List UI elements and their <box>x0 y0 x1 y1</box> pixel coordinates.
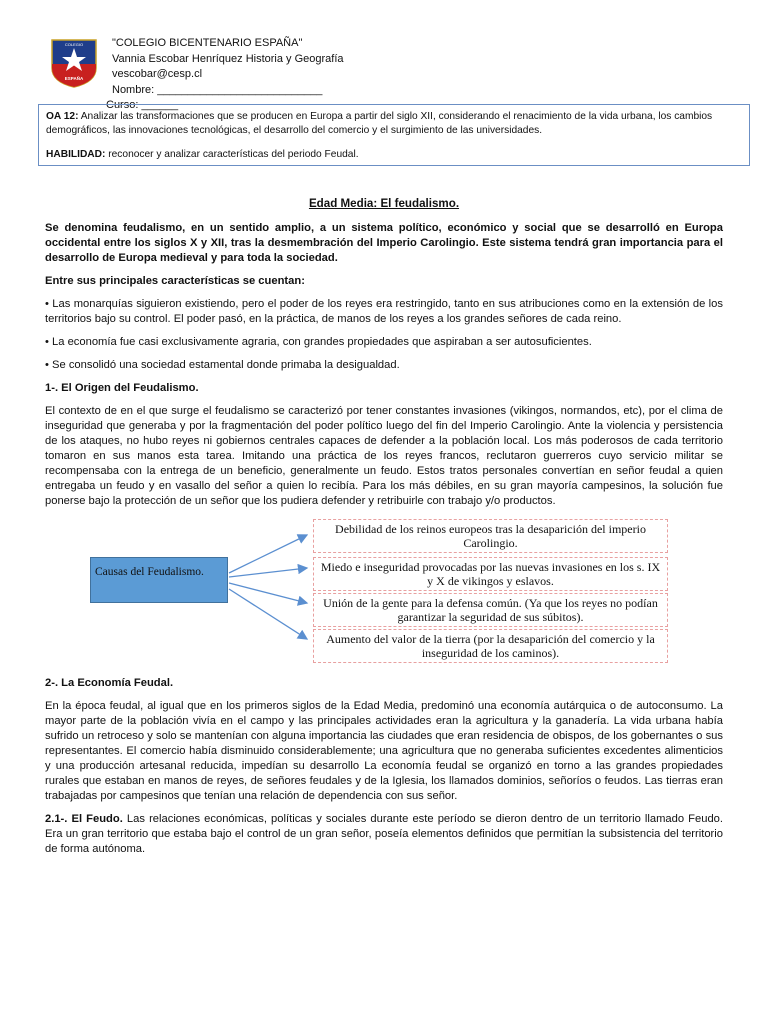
cause-box: Debilidad de los reinos europeos tras la desaparición del imperio Carolingio. <box>313 519 668 553</box>
skill-objective <box>46 148 742 162</box>
causes-diagram <box>45 513 723 668</box>
feature-item: • Las monarquías siguieron existiendo, pero el poder de los reyes era restringido, tanto en sus atribuciones como en la extensión de los territorios bajo su control. El poder pasó, en la práctica, de manos de los reyes a los grandes señores de cada reino. <box>45 298 723 325</box>
section2-text: En la época feudal, al igual que en los primeros siglos de la Edad Media, predominó una economía autárquica o de autoconsumo. La mayor parte de la población vivía en el campo y las principales actividades eran la agricultura y la ganadería. La vida urbana había sufrido un retroceso y solo se mantenían con alguna importancia las ciudades que eran residencia de obispos, de los gobernantes o sus representantes. El comercio había disminuido considerablemente; una agricultura que no generaba suficientes excedentes alimenticios y una producción artesanal reducida, impedían su desarrollo La economía feudal se organizó en torno a las grandes propiedades rurales que estaban en manos de reyes, de señores feudales y de la Iglesia, los llamados dominios, señoríos o feudos. Las tierras eran trabajadas por campesinos que tenían una relación de dependencia con sus señor. <box>45 700 723 802</box>
school-name: "COLEGIO BICENTENARIO ESPAÑA" <box>112 37 303 49</box>
student-name-field: Nombre: ___________________________ <box>112 83 323 96</box>
section21-paragraph <box>45 812 723 857</box>
document-title: Edad Media: El feudalismo. <box>308 197 460 210</box>
feature-item: • La economía fue casi exclusivamente agraria, con grandes propiedades que aspiraban a ser autosuficientes. <box>45 336 592 348</box>
objective-box <box>38 104 750 166</box>
section2-heading: 2-. La Economía Feudal. <box>45 677 174 689</box>
section1-heading: 1-. El Origen del Feudalismo. <box>45 382 199 394</box>
logo-text-top: COLEGIO <box>64 42 84 47</box>
cause-box: Aumento del valor de la tierra (por la desaparición del comercio y la inseguridad de los caminos). <box>313 629 668 663</box>
feature-item: • Se consolidó una sociedad estamental donde primaba la desigualdad. <box>45 359 400 371</box>
oa-objective <box>46 110 742 138</box>
course-field: Curso: ______ <box>106 99 179 111</box>
section21-text: Las relaciones económicas, políticas y sociales durante este período se dieron dentro de un territorio llamado Feudo. Era un gran territorio que estaba bajo el control de un gran señor, poseía elementos definidos que permitían la subsistencia del territorio de forma autónoma. <box>45 813 723 855</box>
features-heading: Entre sus principales características se cuentan: <box>45 275 305 287</box>
teacher-name: Vannia Escobar Henríquez Historia y Geografía <box>112 52 344 65</box>
skill-label: HABILIDAD: <box>46 149 106 160</box>
logo-text-bottom: ESPAÑA <box>64 76 84 81</box>
causes-center-box: Causas del Feudalismo. <box>90 557 228 603</box>
intro-paragraph: Se denomina feudalismo, en un sentido amplio, a un sistema político, económico y social que se desarrolló en Europa occidental entre los siglos X y XII, tras la desmembración del Imperio Carolingio. Este sistema tendrá gran importancia para el desarrollo de Europa medieval y para toda la sociedad. <box>45 222 723 264</box>
oa-text: Analizar las transformaciones que se producen en Europa a partir del siglo XII, considerando el renacimiento de la vida urbana, los cambios demográficos, las innovaciones tecnológicas, el desarrollo del comercio y el surgimiento de las universidades. <box>46 111 713 136</box>
section1-text: El contexto de en el que surge el feudalismo se caracterizó por tener constantes invasiones (vikingos, normandos, etc), por el clima de inseguridad que generaba y por la fragmentación del poder político luego del fin del Imperio Carolingio. Ante la violencia y persistencia de los ataques, no hubo reyes ni gobiernos centrales capaces de defender a la población local. Los más poderosos de cada territorio tomaron en sus manos esta tarea. Imitando una práctica de los reyes francos, reclutaron guerreros cuyo servicio militar se recompensaba con la entrega de un beneficio, generalmente un feudo. Estos tratos personales convertían en señor feudal a quien entregaba un feudo y en vasallo del señor a quien lo recibía. Para los más débiles, en su gran mayoría campesinos, la solución fue ponerse bajo la protección de un señor que los pudiera defender y retribuirle con trabajo y/o productos. <box>45 405 723 507</box>
cause-box: Miedo e inseguridad provocadas por las nuevas invasiones en los s. IX y X de vikingos y eslavos. <box>313 557 668 591</box>
school-header <box>106 36 344 114</box>
teacher-email: vescobar@cesp.cl <box>112 68 203 80</box>
cause-box: Unión de la gente para la defensa común. (Ya que los reyes no podían garantizar la seguridad de sus súbitos). <box>313 593 668 627</box>
skill-text: reconocer y analizar características del periodo Feudal. <box>105 149 359 160</box>
document-body <box>45 196 723 865</box>
section21-heading: 2.1-. El Feudo. <box>45 813 123 825</box>
school-logo <box>50 38 98 88</box>
oa-label: OA 12: <box>46 111 79 122</box>
